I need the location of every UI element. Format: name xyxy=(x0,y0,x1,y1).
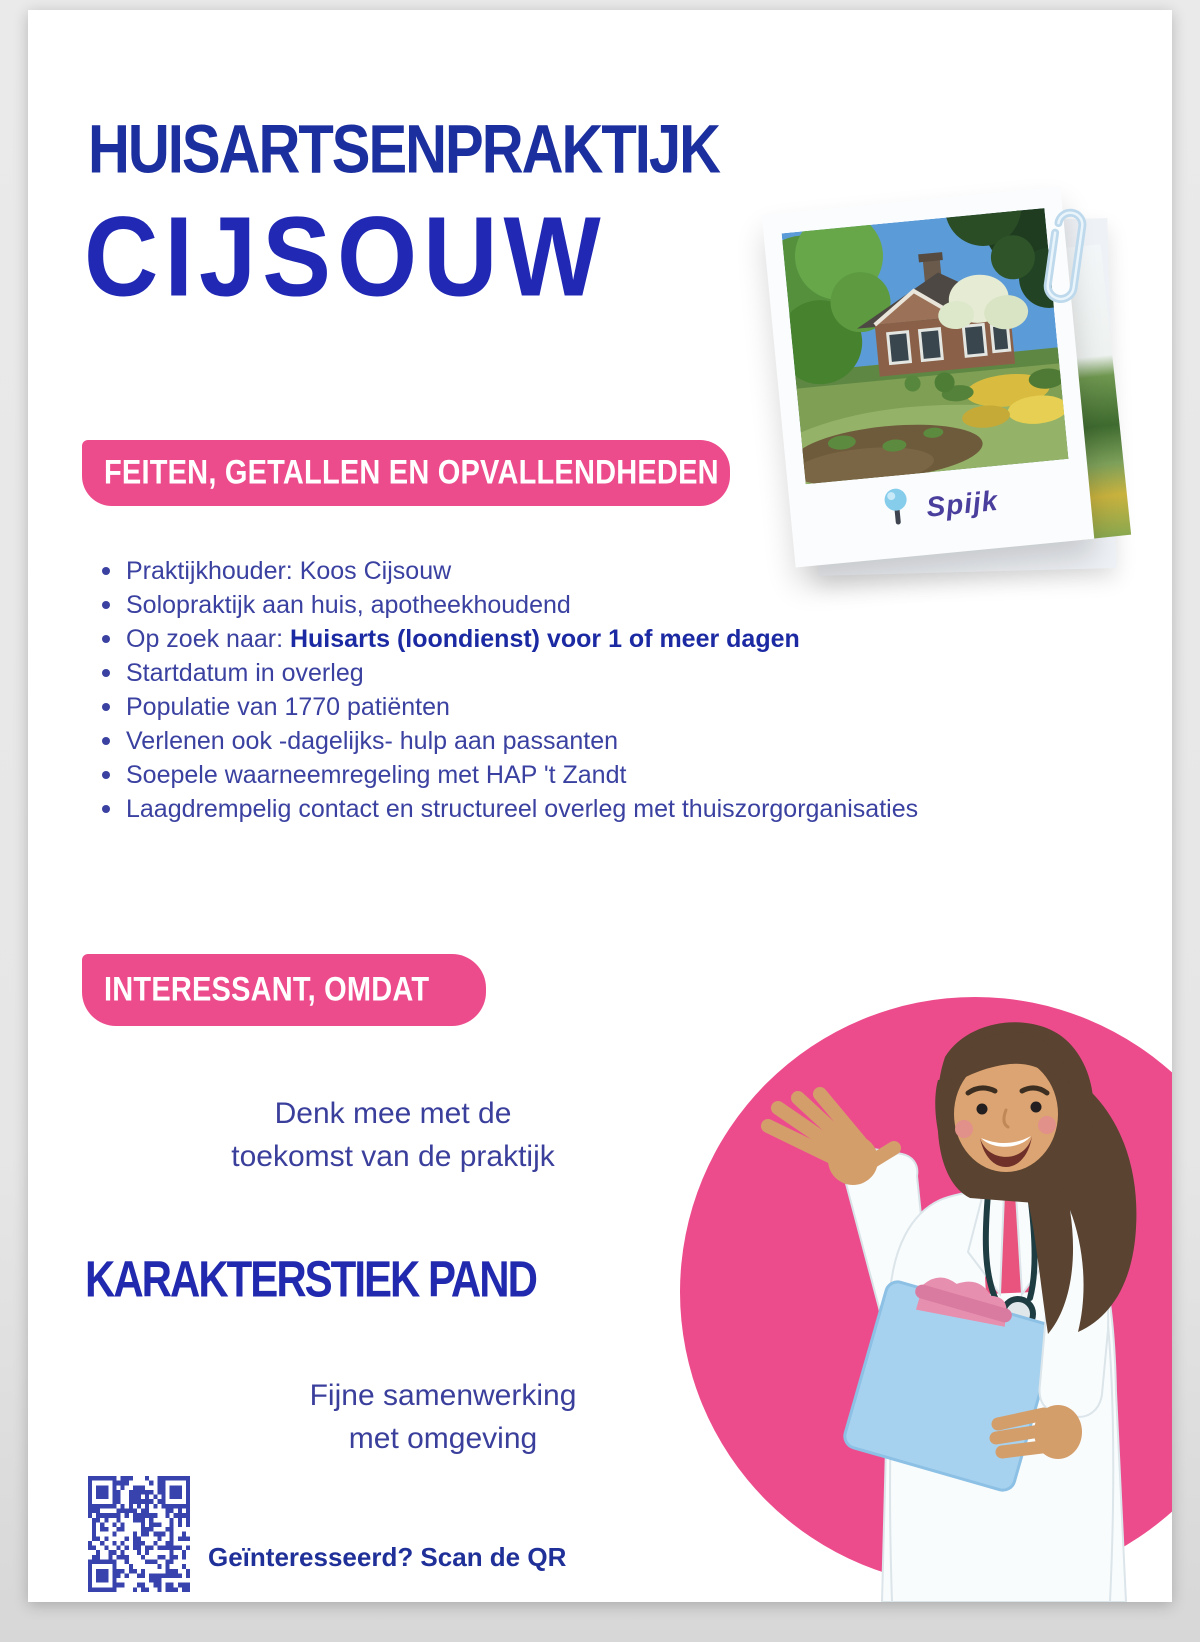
highlight-future: Denk mee met de toekomst van de praktijk xyxy=(231,1097,555,1173)
practice-name-title: CIJSOUW xyxy=(84,193,607,320)
facts-heading: FEITEN, GETALLEN EN OPVALLENDHEDEN xyxy=(104,453,719,492)
cta-text: Geïnteresseerd? Scan de QR xyxy=(208,1542,567,1572)
page-title: HUISARTSENPRAKTIJK xyxy=(88,111,720,188)
doctor-illustration xyxy=(640,962,1172,1602)
fact-bullet: Soepele waarneemregeling met HAP 't Zandt xyxy=(94,762,1074,788)
fact-bullet: Startdatum in overleg xyxy=(94,660,1074,686)
fact-bullet: Praktijkhouder: Koos Cijsouw xyxy=(94,558,1074,584)
qr-code xyxy=(88,1476,190,1592)
fact-bullet: Verlenen ook -dagelijks- hulp aan passanten xyxy=(94,728,1074,754)
fact-bullet: Populatie van 1770 patiënten xyxy=(94,694,1074,720)
location-pin-icon xyxy=(881,486,913,533)
interesting-section-banner xyxy=(82,954,486,1026)
facts-section-banner xyxy=(82,440,730,506)
fact-bullet: Solopraktijk aan huis, apotheekhoudend xyxy=(94,592,1074,618)
photo-location-label: Spijk xyxy=(924,484,1000,523)
poster-page xyxy=(28,10,1172,1602)
fact-bullet: Laagdrempelig contact en structureel overleg met thuiszorgorganisaties xyxy=(94,796,1074,822)
practice-photo xyxy=(782,208,1069,484)
characteristic-building-heading: KARAKTERSTIEK PAND xyxy=(85,1250,536,1308)
facts-list xyxy=(94,558,1074,830)
interesting-heading: INTERESSANT, OMDAT xyxy=(104,970,430,1009)
photo-stack xyxy=(770,188,1130,588)
highlight-cooperation: Fijne samenwerking met omgeving xyxy=(309,1379,577,1455)
fact-bullet: Op zoek naar: Huisarts (loondienst) voor 1 of meer dagen xyxy=(94,626,1074,652)
